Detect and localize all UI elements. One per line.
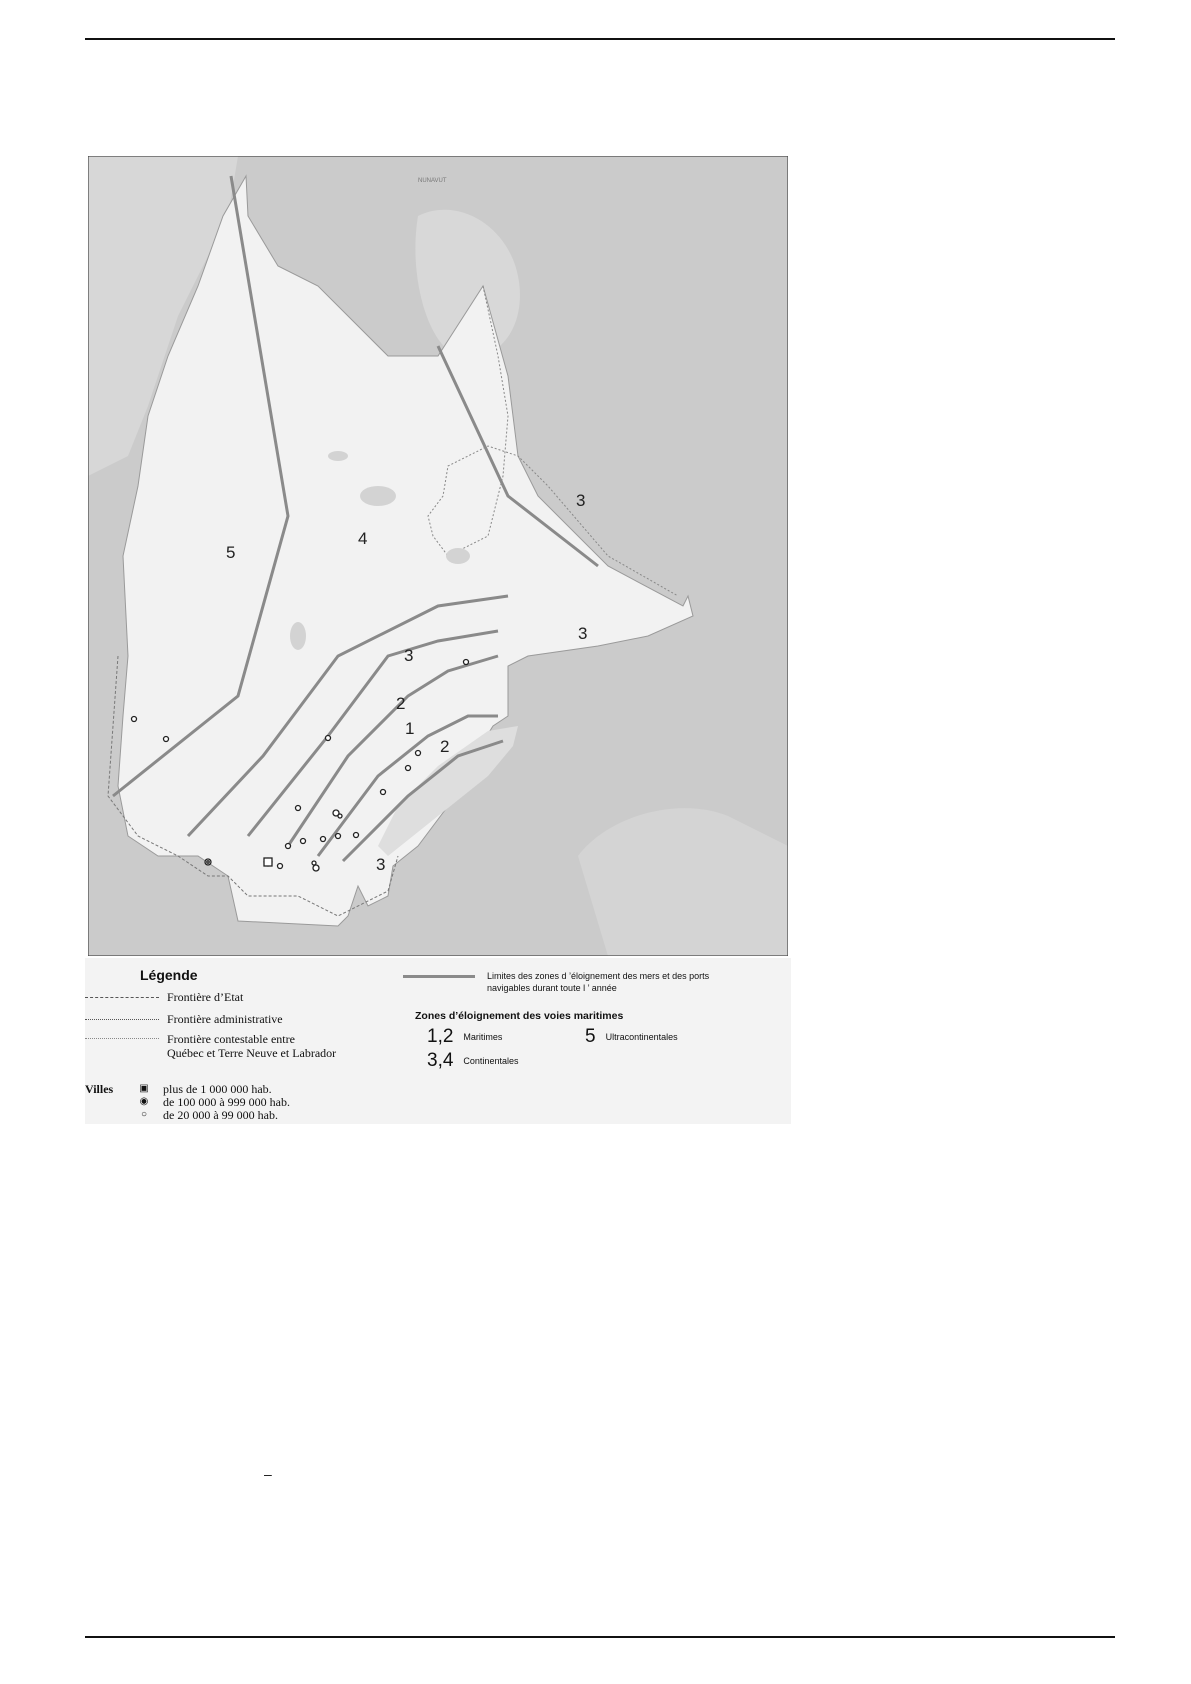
legend-admin-border (85, 1010, 283, 1028)
legend-zone-limits-line2: navigables durant toute l ’ année (487, 983, 617, 993)
legend-city-medium (135, 1095, 290, 1108)
legend-title: Légende (140, 967, 198, 983)
zone-lab-maritimes: Maritimes (463, 1032, 503, 1042)
legend-city-large-label: plus de 1 000 000 hab. (163, 1081, 272, 1096)
zone-limit-swatch (403, 975, 475, 978)
stray-dash: – (264, 1466, 272, 1482)
legend-cities (135, 1082, 290, 1121)
zone-lab-continentales: Continentales (463, 1056, 519, 1066)
map-label-nunavut: NUNAVUT (418, 178, 447, 184)
legend-zone-1-2 (427, 1026, 502, 1048)
legend-state-border (85, 988, 243, 1006)
legend-city-medium-label: de 100 000 à 999 000 hab. (163, 1094, 290, 1109)
zone-label-5: 5 (226, 543, 236, 562)
gulf-water (578, 808, 788, 956)
square-dot-icon: ▣ (139, 1083, 149, 1094)
disputed-border-swatch (85, 1038, 159, 1039)
legend-disputed-border (85, 1032, 336, 1066)
legend-zones-heading: Zones d’éloignement des voies maritimes (415, 1010, 624, 1022)
zone-label-1: 1 (405, 719, 415, 738)
legend-disputed-line2: Québec et Terre Neuve et Labrador (167, 1046, 337, 1060)
legend-zone-limits (403, 970, 709, 994)
legend-disputed-line1: Frontière contestable entre (167, 1032, 295, 1046)
zone-label-3-mid: 3 (404, 646, 414, 665)
legend-city-large (135, 1082, 290, 1095)
zone-label-3-south: 3 (376, 855, 386, 874)
zone-label-3-labrador: 3 (576, 491, 586, 510)
legend-zone-limits-line1: Limites des zones d ’éloignement des mers et des ports (487, 971, 710, 981)
zone-num-1-2: 1,2 (427, 1026, 454, 1047)
double-circle-icon: ◉ (139, 1096, 149, 1107)
admin-border-swatch (85, 1019, 159, 1020)
zone-lab-ultracontinentales: Ultracontinentales (605, 1032, 678, 1042)
legend-zone-3-4 (427, 1050, 518, 1072)
quebec-zones-map (88, 156, 788, 956)
zone-num-5: 5 (585, 1026, 596, 1047)
legend-cities-label: Villes (85, 1082, 114, 1096)
legend-zone-5 (585, 1026, 678, 1048)
zone-num-3-4: 3,4 (427, 1050, 454, 1071)
zone-label-4: 4 (358, 529, 368, 548)
header-rule (85, 38, 1115, 40)
zone-label-2-north: 2 (396, 694, 406, 713)
zone-label-2-south: 2 (440, 737, 450, 756)
small-circle-icon: ○ (140, 1109, 148, 1120)
map-legend (85, 958, 791, 1124)
state-border-swatch (85, 997, 159, 998)
legend-city-small (135, 1108, 290, 1121)
footer-rule (85, 1636, 1115, 1638)
legend-admin-border-label: Frontière administrative (167, 1012, 283, 1026)
legend-city-small-label: de 20 000 à 99 000 hab. (163, 1107, 278, 1122)
legend-state-border-label: Frontière d’Etat (167, 990, 244, 1004)
zone-label-3-gaspe: 3 (578, 624, 588, 643)
